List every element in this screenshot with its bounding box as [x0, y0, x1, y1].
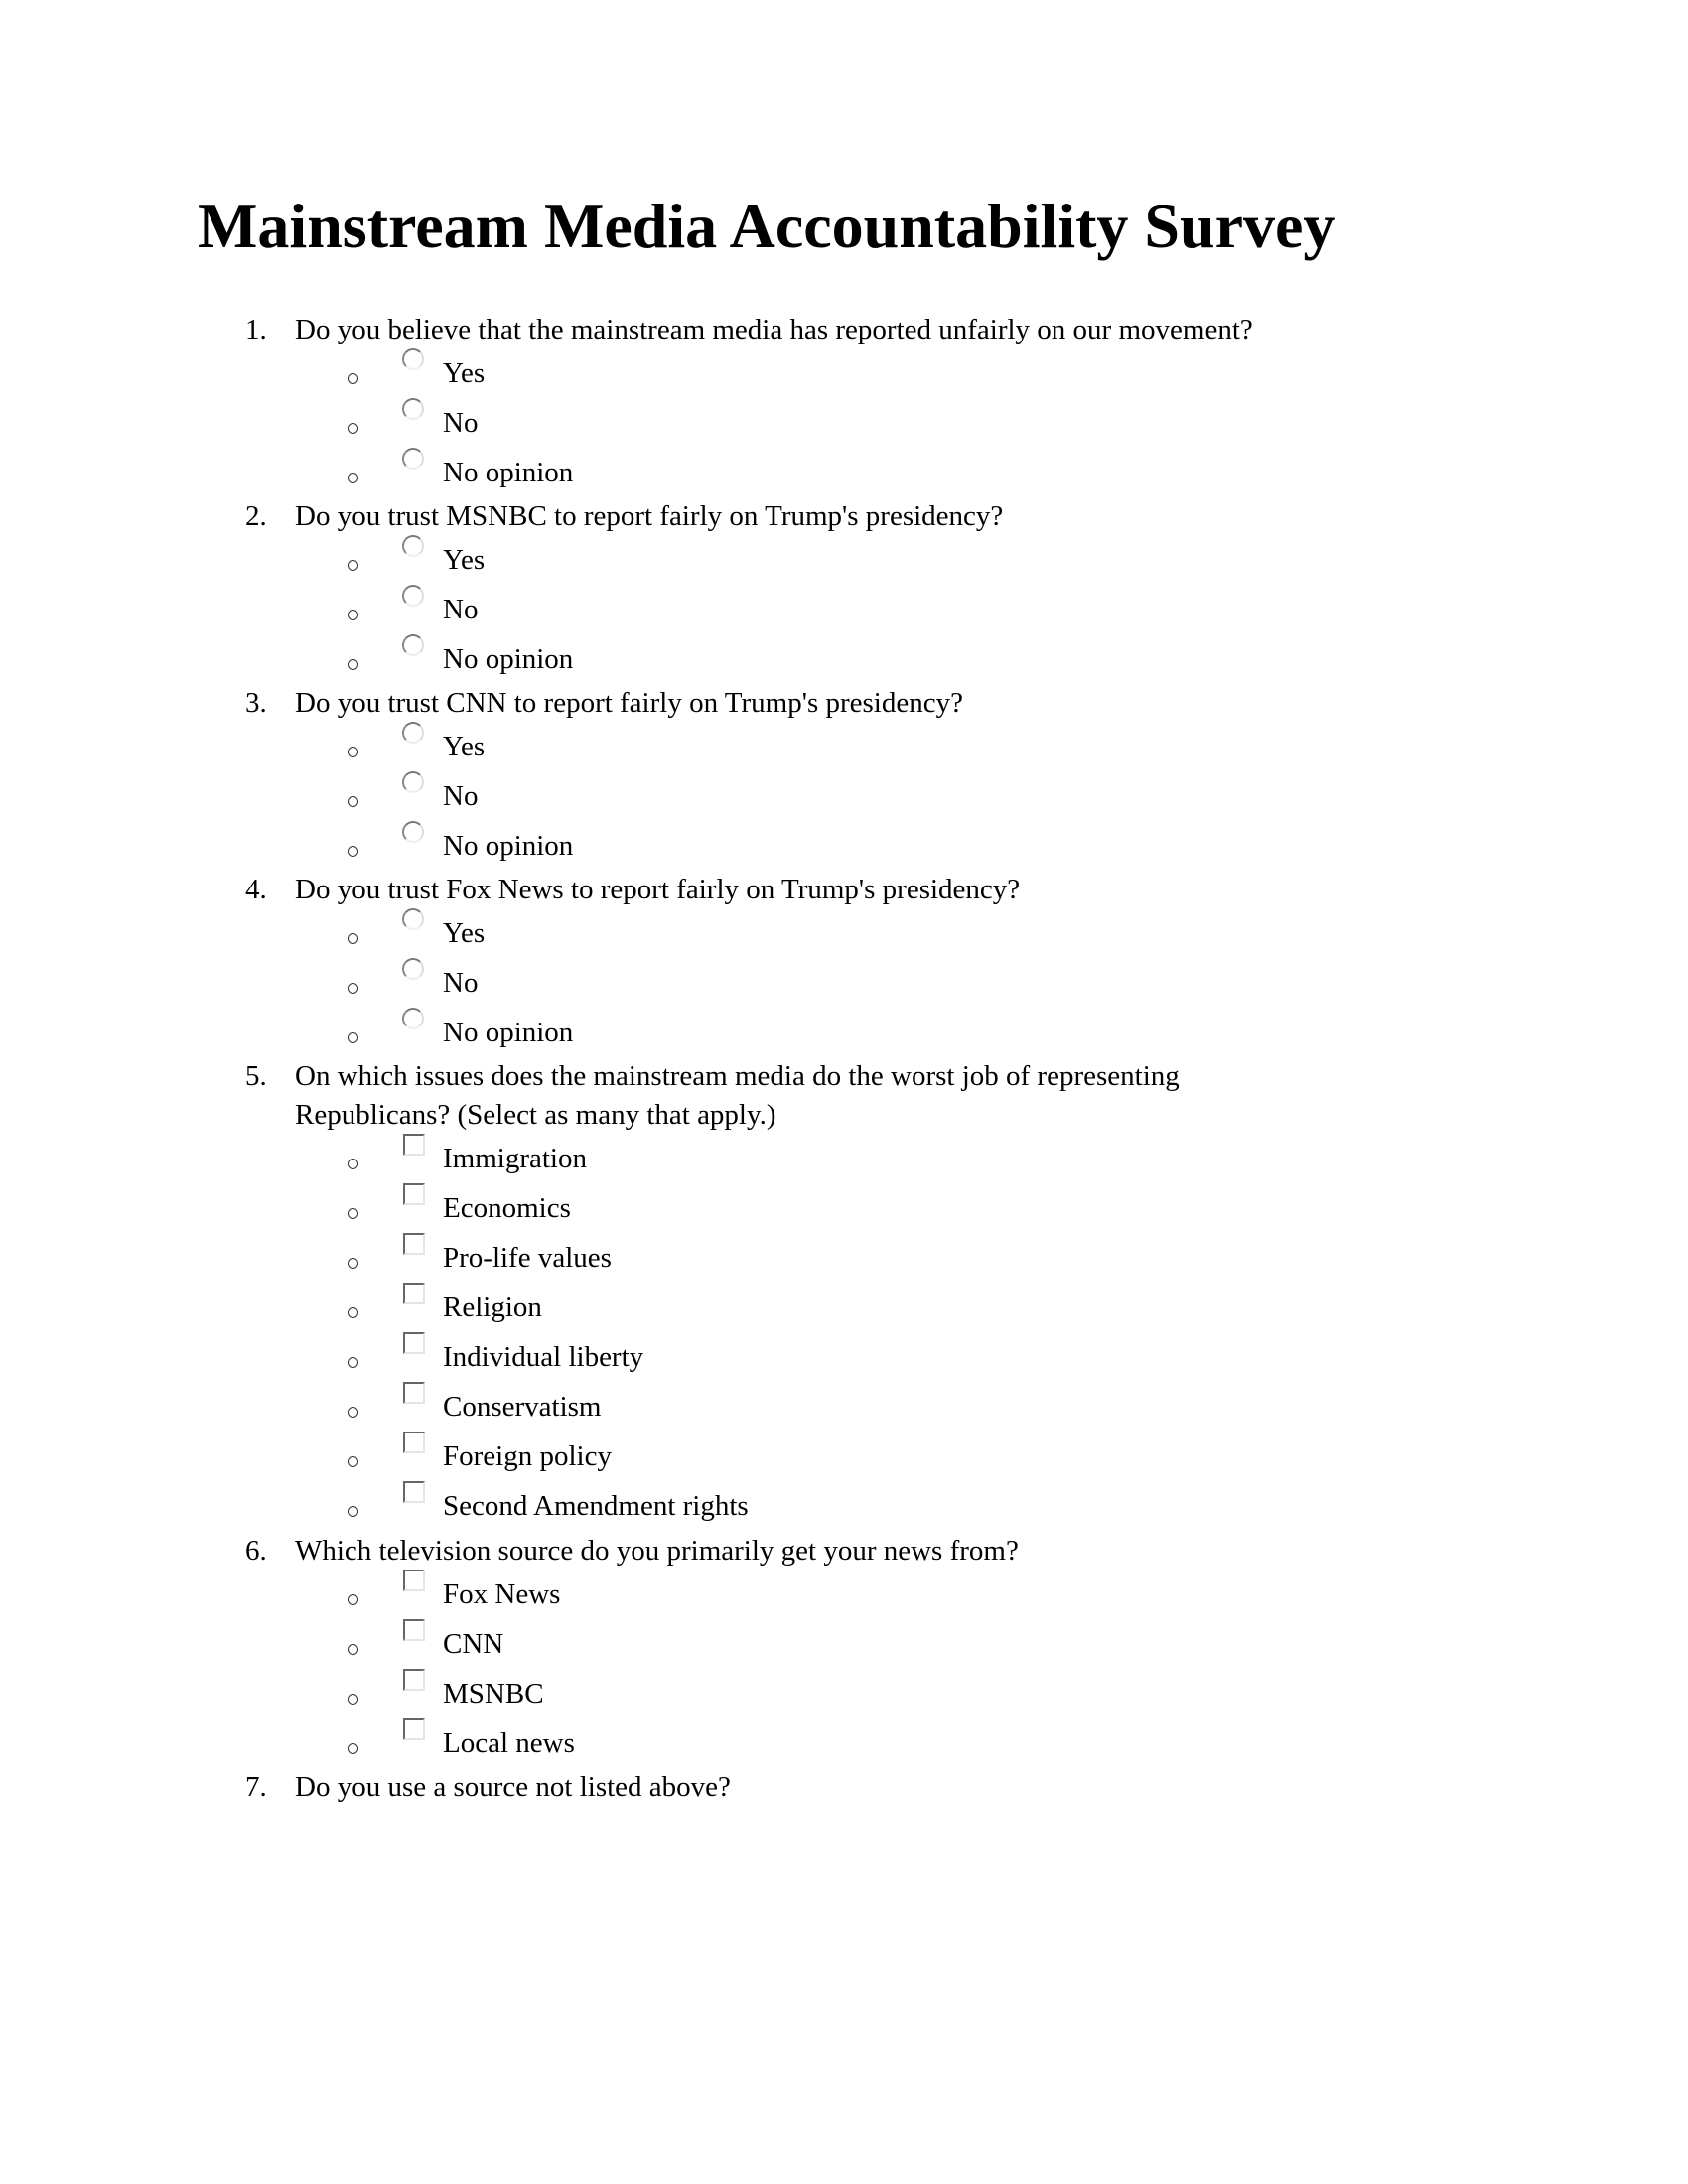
bullet-circle-icon [348, 423, 358, 434]
bullet-circle-icon [348, 1456, 358, 1467]
option-pro-life-values[interactable] [348, 1233, 1241, 1283]
survey-title: Mainstream Media Accountability Survey [198, 191, 1336, 261]
question-text-line2: Republicans? (Select as many that apply.) [295, 1099, 776, 1131]
question-text: Do you trust MSNBC to report fairly on Trump's presidency? [295, 500, 1004, 532]
radio-button[interactable] [402, 535, 424, 557]
checkbox[interactable] [403, 1382, 425, 1404]
option-no[interactable] [348, 398, 1241, 448]
bullet-circle-icon [348, 983, 358, 994]
bullet-circle-icon [348, 1644, 358, 1655]
option-label: Yes [443, 357, 486, 389]
option-no-opinion[interactable] [348, 1008, 1241, 1057]
question-number: 6. [245, 1535, 267, 1567]
option-fox-news[interactable] [348, 1570, 1241, 1619]
question-text: Do you trust Fox News to report fairly on Trump's presidency? [295, 874, 1021, 905]
bullet-circle-icon [348, 846, 358, 857]
checkbox[interactable] [403, 1134, 425, 1156]
option-label: No [443, 967, 479, 999]
option-label: Local news [443, 1727, 575, 1759]
bullet-circle-icon [348, 1407, 358, 1418]
option-no[interactable] [348, 958, 1241, 1008]
option-individual-liberty[interactable] [348, 1332, 1241, 1382]
radio-button[interactable] [402, 958, 424, 980]
option-label: Economics [443, 1192, 571, 1224]
option-no-opinion[interactable] [348, 448, 1241, 497]
checkbox[interactable] [403, 1570, 425, 1591]
question-text: Do you believe that the mainstream media has reported unfairly on our movement? [295, 314, 1253, 345]
radio-button[interactable] [402, 348, 424, 370]
option-no-opinion[interactable] [348, 821, 1241, 871]
option-label: Individual liberty [443, 1341, 644, 1373]
option-immigration[interactable] [348, 1134, 1241, 1183]
bullet-circle-icon [348, 747, 358, 757]
option-label: Second Amendment rights [443, 1490, 749, 1522]
option-label: Foreign policy [443, 1440, 612, 1472]
option-yes[interactable] [348, 348, 1241, 398]
bullet-circle-icon [348, 1357, 358, 1368]
bullet-circle-icon [348, 796, 358, 807]
option-no-opinion[interactable] [348, 634, 1241, 684]
checkbox[interactable] [403, 1283, 425, 1304]
checkbox[interactable] [403, 1481, 425, 1503]
checkbox[interactable] [403, 1183, 425, 1205]
bullet-circle-icon [348, 560, 358, 571]
question-number: 2. [245, 500, 267, 532]
option-cnn[interactable] [348, 1619, 1241, 1669]
radio-button[interactable] [402, 821, 424, 843]
option-label: No opinion [443, 830, 574, 862]
option-label: Yes [443, 544, 486, 576]
question-text: On which issues does the mainstream media do the worst job of representing [295, 1060, 1180, 1092]
radio-button[interactable] [402, 1008, 424, 1029]
option-label: Conservatism [443, 1391, 602, 1423]
bullet-circle-icon [348, 1506, 358, 1517]
checkbox[interactable] [403, 1718, 425, 1740]
radio-button[interactable] [402, 634, 424, 656]
option-label: MSNBC [443, 1678, 544, 1709]
option-label: Immigration [443, 1143, 587, 1174]
radio-button[interactable] [402, 585, 424, 607]
option-label: CNN [443, 1628, 504, 1660]
option-second-amendment-rights[interactable] [348, 1481, 1241, 1531]
bullet-circle-icon [348, 473, 358, 483]
option-label: No [443, 780, 479, 812]
option-economics[interactable] [348, 1183, 1241, 1233]
checkbox[interactable] [403, 1332, 425, 1354]
option-label: Fox News [443, 1578, 561, 1610]
option-no[interactable] [348, 771, 1241, 821]
question-text: Do you use a source not listed above? [295, 1771, 731, 1803]
radio-button[interactable] [402, 771, 424, 793]
bullet-circle-icon [348, 1208, 358, 1219]
question-text: Which television source do you primarily get your news from? [295, 1535, 1019, 1567]
question-number: 1. [245, 314, 267, 345]
question-number: 4. [245, 874, 267, 905]
option-label: Yes [443, 917, 486, 949]
radio-button[interactable] [402, 448, 424, 470]
bullet-circle-icon [348, 1307, 358, 1318]
option-foreign-policy[interactable] [348, 1432, 1241, 1481]
bullet-circle-icon [348, 1743, 358, 1754]
checkbox[interactable] [403, 1669, 425, 1691]
bullet-circle-icon [348, 610, 358, 620]
option-label: No opinion [443, 457, 574, 488]
bullet-circle-icon [348, 1694, 358, 1705]
checkbox[interactable] [403, 1619, 425, 1641]
radio-button[interactable] [402, 908, 424, 930]
bullet-circle-icon [348, 373, 358, 384]
question-number: 5. [245, 1060, 267, 1092]
bullet-circle-icon [348, 1594, 358, 1605]
question-text: Do you trust CNN to report fairly on Trump's presidency? [295, 687, 963, 719]
option-religion[interactable] [348, 1283, 1241, 1332]
option-label: No [443, 594, 479, 625]
option-label: Religion [443, 1292, 542, 1323]
option-msnbc[interactable] [348, 1669, 1241, 1718]
option-label: Yes [443, 731, 486, 762]
question-number: 3. [245, 687, 267, 719]
bullet-circle-icon [348, 1159, 358, 1169]
option-label: No [443, 407, 479, 439]
option-label: Pro-life values [443, 1242, 612, 1274]
option-yes[interactable] [348, 535, 1241, 585]
option-local-news[interactable] [348, 1718, 1241, 1768]
option-yes[interactable] [348, 908, 1241, 958]
option-label: No opinion [443, 643, 574, 675]
bullet-circle-icon [348, 933, 358, 944]
option-no[interactable] [348, 585, 1241, 634]
option-label: No opinion [443, 1017, 574, 1048]
checkbox[interactable] [403, 1432, 425, 1453]
checkbox[interactable] [403, 1233, 425, 1255]
bullet-circle-icon [348, 1258, 358, 1269]
option-conservatism[interactable] [348, 1382, 1241, 1432]
option-yes[interactable] [348, 722, 1241, 771]
bullet-circle-icon [348, 659, 358, 670]
radio-button[interactable] [402, 398, 424, 420]
bullet-circle-icon [348, 1032, 358, 1043]
radio-button[interactable] [402, 722, 424, 744]
question-number: 7. [245, 1771, 267, 1803]
